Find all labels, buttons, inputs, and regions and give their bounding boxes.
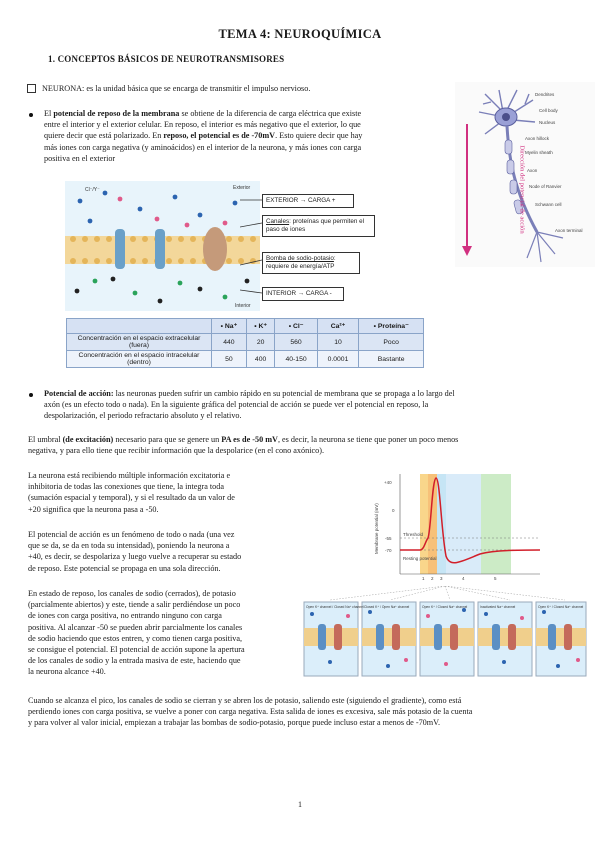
channel-caption: Open K⁺ / Closed Na⁺ channel bbox=[538, 605, 584, 609]
neurona-definition: NEURONA: es la unidad básica que se encarga de transmitir el impulso nervioso. bbox=[42, 84, 311, 93]
nucleus bbox=[502, 113, 510, 121]
ion-channel bbox=[155, 229, 165, 269]
todo-nada-paragraph: El potencial de acción es un fenómeno de todo o nada (una vez que se da, se da en toda su intensidad), poniendo la neurona a +40, es decir, se despolariza y luego vuelve a recuperar su estado de reposo. Este potencial se propaga en una sola dirección. bbox=[28, 530, 242, 573]
channel-panel bbox=[362, 602, 416, 676]
y-tick-label: +40 bbox=[384, 480, 392, 485]
channel-panels bbox=[300, 586, 590, 680]
sodium-potassium-pump bbox=[203, 227, 227, 271]
neuron-label: Axon bbox=[527, 168, 538, 173]
callout-interior: INTERIOR → CARGA - bbox=[262, 287, 344, 301]
phase-label: 3 bbox=[440, 576, 443, 581]
neuron-label: Axon hillock bbox=[525, 136, 550, 141]
table-cell: 10 bbox=[317, 334, 359, 351]
channel-panel bbox=[304, 602, 358, 676]
table-header-row bbox=[67, 319, 424, 334]
neuron-label: Dendrites bbox=[535, 92, 555, 97]
section-heading: 1. CONCEPTOS BÁSICOS DE NEUROTRANSMISORES bbox=[48, 54, 285, 64]
neuron-label: Axon terminal bbox=[555, 228, 583, 233]
phase-label: 2 bbox=[431, 576, 434, 581]
direction-label: Dirección del potencial de acción bbox=[518, 145, 526, 234]
callout-canales: Canales: proteínas que permiten el paso de iones bbox=[262, 215, 375, 237]
table-header-cell: • Na⁺ bbox=[212, 319, 247, 334]
callout-bomba: Bomba de sodio-potasio: requiere de energía/ATP bbox=[262, 252, 360, 274]
table-cell: 400 bbox=[246, 351, 275, 368]
neuron-label: Node of Ranvier bbox=[529, 184, 562, 189]
y-tick-label: -70 bbox=[385, 548, 392, 553]
table-cell: Bastante bbox=[359, 351, 424, 368]
phase-label: 1 bbox=[422, 576, 425, 581]
table-cell: 560 bbox=[275, 334, 317, 351]
table-cell: 440 bbox=[212, 334, 247, 351]
table-cell: 0.0001 bbox=[317, 351, 359, 368]
bullet-icon bbox=[29, 113, 33, 117]
pico-paragraph: Cuando se alcanza el pico, los canales de sodio se cierran y se abren los de potasio, saliendo este (siguiendo el gradiente), como está perdiendo iones con carga positiva, se vuelve a poner con carga negativa. Esta salida de iones es excesiva, sale más potasio de la cuenta y para volver al valor inicial, empiezan a trabajar las bombas de sodio-potasio, porque puede incluso estar a menos de -70mV. bbox=[28, 696, 473, 728]
y-axis-label: Membrane potential (mV) bbox=[374, 503, 379, 554]
channel-caption: Open K⁺ channel / Closed Na⁺ channel bbox=[306, 605, 364, 609]
neuron-label: Nucleus bbox=[539, 120, 556, 125]
channel-caption: Open K⁺ / Closed Na⁺ channel bbox=[422, 605, 468, 609]
checkbox-icon bbox=[27, 84, 36, 93]
table-cell: 50 bbox=[212, 351, 247, 368]
phase-band-4 bbox=[446, 474, 481, 574]
potencial-reposo-paragraph: El potencial de reposo de la membrana se obtiene de la diferencia de carga eléctrica que existe entre el interior y el exterior celular. En reposo, el interior es más negativo que el exterior, lo que quiere decir que está polarizado. En reposo, el potencial es de -70mV. Esto quiere decir que hay más iones con carga negativa (y aminoácidos) en el interior de la neurona, y más iones con carga positiva en el exterior bbox=[44, 109, 363, 163]
membrane-label: Exterior bbox=[233, 185, 251, 191]
ap-graph-svg bbox=[370, 470, 545, 582]
neuron-label: Cell body bbox=[539, 108, 558, 113]
action-potential-graph bbox=[370, 470, 545, 582]
callout-exterior: EXTERIOR → CARGA + bbox=[262, 194, 354, 208]
table-header-cell bbox=[67, 319, 212, 334]
integracion-paragraph: La neurona está recibiendo múltiple información excitatoria e inhibitoria de todas las conexiones que tiene, la integra toda (sumación espacial y temporal), y si el resultado da un valor de +20 significa que la neurona pasa a -50. bbox=[28, 471, 235, 514]
neuron-label: Schwann cell bbox=[535, 202, 562, 207]
umbral-paragraph: El umbral (de excitación) necesario para que se genere un PA es de -50 mV, es decir, la neurona se tiene que poner un poco menos negativa, y para ello tiene que recibir información que la despolarice (en el cono axónico). bbox=[28, 435, 459, 456]
table-cell: Concentración en el espacio intracelular (dentro) bbox=[67, 351, 212, 368]
table-header-cell: • Cl⁻ bbox=[275, 319, 317, 334]
channel-panels-svg bbox=[300, 586, 590, 680]
table-header-cell: Ca²⁺ bbox=[317, 319, 359, 334]
membrane-figure bbox=[65, 181, 260, 311]
neuron-label: Myelin sheath bbox=[525, 150, 553, 155]
page-number: 1 bbox=[298, 800, 302, 809]
channel-panel bbox=[536, 602, 586, 676]
membrane-label: Cl⁻/Y⁻ bbox=[85, 187, 100, 193]
y-tick-label: -55 bbox=[385, 536, 392, 541]
ion-channel bbox=[115, 229, 125, 269]
y-tick-label: 0 bbox=[392, 508, 395, 513]
resting-label: Resting potential bbox=[403, 556, 437, 561]
channel-panel bbox=[420, 602, 474, 676]
table-cell: 20 bbox=[246, 334, 275, 351]
channel-caption: Inactivated Na⁺ channel bbox=[480, 605, 516, 609]
membrane-label: Interior bbox=[235, 303, 251, 309]
potencial-accion-paragraph: Potencial de acción: las neuronas pueden sufrir un cambio rápido en su potencial de membrana que se propaga a lo largo del axón (es un efecto todo o nada). En la siguiente gráfica del potencial de acción se puede ver el potencial en reposo, la despolarización, el periodo refractario absoluto y el relativo. bbox=[44, 389, 455, 421]
table-cell: Concentración en el espacio extracelular (fuera) bbox=[67, 334, 212, 351]
phase-label: 5 bbox=[494, 576, 497, 581]
table-cell: Poco bbox=[359, 334, 424, 351]
phase-label: 4 bbox=[462, 576, 465, 581]
membrane-illustration bbox=[65, 181, 260, 311]
ion-concentration-table bbox=[66, 318, 424, 368]
table-header-cell: • K⁺ bbox=[246, 319, 275, 334]
channel-caption: Closed K⁺ / Open Na⁺ channel bbox=[364, 605, 410, 609]
neuron-figure bbox=[455, 82, 595, 267]
threshold-label: Threshold bbox=[403, 532, 424, 537]
callout-arrows bbox=[240, 190, 264, 300]
table-row bbox=[67, 351, 424, 368]
bullet-icon bbox=[29, 393, 33, 397]
table-cell: 40-150 bbox=[275, 351, 317, 368]
canales-paragraph: En estado de reposo, los canales de sodio (cerrados), de potasio (parcialmente abiertos) y este, tiende a salir perdiéndose un poco de iones con carga positiva, no entrando ninguno con carga positiva. Al alcanzar -50 se pueden abrir parcialmente los canales de sodio haciendo que estos entren, y como tienen carga positiva, se consigue el potencial. El potencial de acción supone la apertura de los canales de sodio y la entrada masiva de este, haciendo que la neurona alcance +40. bbox=[28, 589, 245, 677]
table-row bbox=[67, 334, 424, 351]
phase-band-5 bbox=[481, 474, 511, 574]
table-header-cell: • Proteína⁻ bbox=[359, 319, 424, 334]
channel-panel bbox=[478, 602, 532, 676]
page-title: TEMA 4: NEUROQUÍMICA bbox=[218, 27, 382, 41]
